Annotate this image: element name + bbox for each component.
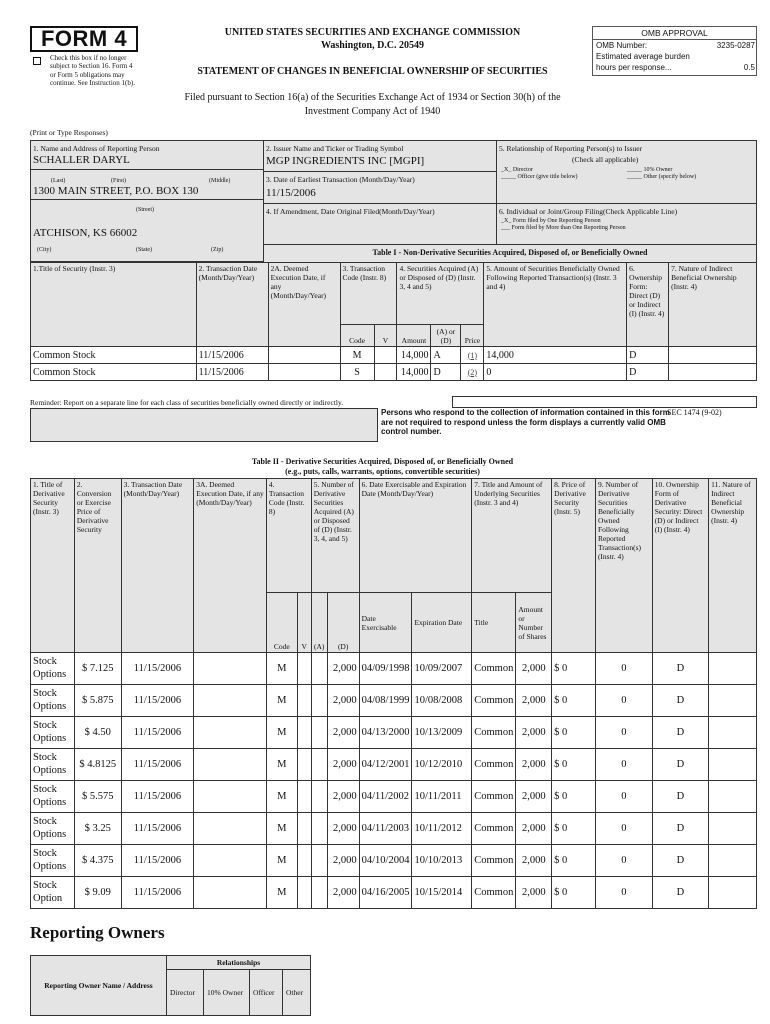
t2-expiration-date: 10/10/2013 [412, 845, 472, 877]
t2-sub-d: (D) [327, 593, 359, 653]
reporting-owners-heading: Reporting Owners [30, 923, 165, 942]
t2-underlying-title: Common [472, 749, 516, 781]
t2-header-title: 1. Title of Derivative Security (Instr. 3) [31, 479, 75, 653]
t2-disposed: 2,000 [327, 845, 359, 877]
last-label: (Last) [51, 178, 66, 184]
t2-owned-after: 0 [595, 685, 652, 717]
t1-sub-aord: (A) or (D) [431, 325, 461, 347]
t2-security-title: Stock Options [31, 749, 75, 781]
t2-derivative-price: $ 0 [552, 749, 596, 781]
t2-code: M [266, 685, 297, 717]
t2-deemed-date [194, 845, 267, 877]
middle-label: (Middle) [209, 178, 231, 184]
t2-code: M [266, 813, 297, 845]
t2-nature [709, 877, 757, 909]
t2-acquired [311, 685, 327, 717]
t2-v [297, 685, 311, 717]
t2-security-title: Stock Options [31, 813, 75, 845]
t1-amount: 14,000 [397, 364, 431, 381]
t2-date-exercisable: 04/08/1999 [359, 685, 412, 717]
section16-check-text: Check this box if no longer subject to Section 16. Form 4 or Form 5 obligations may continue. See Instruction 1(b). [50, 54, 135, 88]
rel-director: _X_ Director [501, 167, 533, 173]
t2-deemed-date [194, 813, 267, 845]
t1-sub-amount: Amount [397, 325, 431, 347]
omb-approval-box [592, 26, 757, 76]
t1-security-title: Common Stock [31, 364, 197, 381]
t2-header-date: 3. Transaction Date (Month/Day/Year) [121, 479, 194, 653]
t2-ownership-form: D [652, 749, 708, 781]
t2-date-exercisable: 04/11/2002 [359, 781, 412, 813]
omb-title: OMB APPROVAL [593, 27, 756, 40]
t2-owned-after: 0 [595, 749, 652, 781]
t2-transaction-date: 11/15/2006 [121, 685, 194, 717]
t2-header-form: 10. Ownership Form of Derivative Security: Direct (D) or Indirect (I) (Instr. 4) [652, 479, 708, 653]
t2-code: M [266, 845, 297, 877]
t2-disposed: 2,000 [327, 717, 359, 749]
table2-title-line1: Table II - Derivative Securities Acquired, Disposed of, or Beneficially Owned [251, 457, 514, 466]
t2-security-title: Stock Options [31, 845, 75, 877]
table-row [31, 781, 757, 813]
t2-transaction-date: 11/15/2006 [121, 781, 194, 813]
owners-relationships-header: Relationships [167, 956, 311, 970]
t2-nature [709, 813, 757, 845]
t1-owned: 0 [484, 364, 627, 381]
t1-header-acquired: 4. Securities Acquired (A) or Disposed of (D) (Instr. 3, 4 and 5) [397, 263, 484, 325]
street-label: (Street) [136, 207, 154, 213]
t2-nature [709, 685, 757, 717]
omb-notice: Persons who respond to the collection of information contained in this form are not required to respond unless the form displays a currently valid OMB control number. [381, 408, 670, 437]
non-derivative-table [30, 262, 757, 381]
t2-header-exercise: 6. Date Exercisable and Expiration Date (Month/Day/Year) [359, 479, 472, 593]
table1-title-box [263, 244, 757, 263]
t2-date-exercisable: 04/10/2004 [359, 845, 412, 877]
t2-owned-after: 0 [595, 717, 652, 749]
t2-v [297, 845, 311, 877]
t1-header-nature: 7. Nature of Indirect Beneficial Ownership (Instr. 4) [669, 263, 757, 347]
t2-conversion-price: $ 9.09 [74, 877, 121, 909]
t2-nature [709, 749, 757, 781]
t2-sub-exp: Expiration Date [412, 593, 472, 653]
t2-underlying-title: Common [472, 717, 516, 749]
t2-date-exercisable: 04/16/2005 [359, 877, 412, 909]
agency-location: Washington, D.C. 20549 [320, 40, 425, 51]
t2-conversion-price: $ 4.375 [74, 845, 121, 877]
t2-underlying-title: Common [472, 845, 516, 877]
t1-header-code: 3. Transaction Code (Instr. 8) [340, 263, 397, 325]
t2-disposed: 2,000 [327, 877, 359, 909]
t2-expiration-date: 10/09/2007 [412, 653, 472, 685]
t2-header-price: 2. Conversion or Exercise Price of Derivative Security [74, 479, 121, 653]
t2-deemed-date [194, 653, 267, 685]
t2-underlying-title: Common [472, 653, 516, 685]
footnote-link[interactable]: (2) [467, 367, 478, 377]
table2-title-line2: (e.g., puts, calls, warrants, options, convertible securities) [285, 466, 480, 476]
t1-deemed-date [268, 364, 340, 381]
t2-header-underlying: 7. Title and Amount of Underlying Securities (Instr. 3 and 4) [472, 479, 552, 593]
reporting-person-name: SCHALLER DARYL [33, 154, 130, 166]
name-label: 1. Name and Address of Reporting Person [33, 144, 160, 153]
omb-hours-value: 0.5 [743, 63, 755, 72]
t2-expiration-date: 10/11/2012 [412, 813, 472, 845]
t2-underlying-amount: 2,000 [516, 749, 552, 781]
t2-acquired [311, 781, 327, 813]
table2-title [150, 457, 615, 476]
t2-sub-a: (A) [311, 593, 327, 653]
owners-officer-header: Officer [250, 970, 283, 1016]
t2-v [297, 749, 311, 781]
t2-derivative-price: $ 0 [552, 717, 596, 749]
t2-transaction-date: 11/15/2006 [121, 813, 194, 845]
t2-ownership-form: D [652, 685, 708, 717]
t2-deemed-date [194, 781, 267, 813]
relationship-sub: (Check all applicable) [572, 155, 639, 164]
t2-conversion-price: $ 5.575 [74, 781, 121, 813]
t2-v [297, 653, 311, 685]
t2-transaction-date: 11/15/2006 [121, 653, 194, 685]
t1-v [374, 364, 397, 381]
relationship-label: 5. Relationship of Reporting Person(s) to Issuer [499, 144, 643, 153]
t1-aord: A [431, 347, 461, 364]
table-row [31, 347, 757, 364]
t2-v [297, 781, 311, 813]
t2-conversion-price: $ 4.50 [74, 717, 121, 749]
t1-sub-code: Code [340, 325, 374, 347]
table-row [31, 364, 757, 381]
t1-aord: D [431, 364, 461, 381]
issuer-label: 2. Issuer Name and Ticker or Trading Symbol [266, 144, 404, 153]
t2-code: M [266, 717, 297, 749]
t1-code: S [340, 364, 374, 381]
t2-derivative-price: $ 0 [552, 877, 596, 909]
t2-sub-code: Code [266, 593, 297, 653]
t2-disposed: 2,000 [327, 749, 359, 781]
t2-derivative-price: $ 0 [552, 685, 596, 717]
t2-derivative-price: $ 0 [552, 845, 596, 877]
t2-nature [709, 717, 757, 749]
t1-sub-v: V [374, 325, 397, 347]
t1-nature [669, 347, 757, 364]
t2-code: M [266, 653, 297, 685]
earliest-date-label: 3. Date of Earliest Transaction (Month/Day/Year) [266, 175, 415, 184]
t2-derivative-price: $ 0 [552, 781, 596, 813]
t1-transaction-date: 11/15/2006 [196, 347, 268, 364]
omb-number-row [596, 41, 755, 50]
amendment-box [263, 203, 497, 245]
relationship-box [496, 140, 757, 204]
t1-sub-price: Price [461, 325, 484, 347]
issuer-box [263, 140, 497, 172]
t2-security-title: Stock Options [31, 653, 75, 685]
t2-deemed-date [194, 717, 267, 749]
print-type-note: (Print or Type Responses) [30, 128, 108, 137]
t2-date-exercisable: 04/11/2003 [359, 813, 412, 845]
t1-nature [669, 364, 757, 381]
table-row [31, 749, 757, 781]
t2-conversion-price: $ 5.875 [74, 685, 121, 717]
t1-owned: 14,000 [484, 347, 627, 364]
table-row [31, 813, 757, 845]
t2-acquired [311, 813, 327, 845]
t2-ownership-form: D [652, 813, 708, 845]
state-label: (State) [136, 247, 152, 253]
t2-expiration-date: 10/15/2014 [412, 877, 472, 909]
t2-underlying-amount: 2,000 [516, 685, 552, 717]
t2-transaction-date: 11/15/2006 [121, 749, 194, 781]
omb-hours-row [596, 63, 755, 72]
t2-disposed: 2,000 [327, 685, 359, 717]
filing-label: 6. Individual or Joint/Group Filing(Check Applicable Line) [499, 207, 678, 216]
table-row [31, 653, 757, 685]
city-label: (City) [37, 247, 52, 253]
t2-transaction-date: 11/15/2006 [121, 877, 194, 909]
rel-ten-pct-owner: _____ 10% Owner [627, 167, 673, 173]
t2-underlying-amount: 2,000 [516, 813, 552, 845]
table-row [31, 685, 757, 717]
t2-v [297, 717, 311, 749]
reminder-shaded-box [30, 408, 378, 442]
footnote-link[interactable]: (1) [467, 350, 478, 360]
t2-sub-date-ex: Date Exercisable [359, 593, 412, 653]
section16-checkbox[interactable] [33, 57, 41, 65]
t2-conversion-price: $ 7.125 [74, 653, 121, 685]
owners-other-header: Other [283, 970, 311, 1016]
t2-owned-after: 0 [595, 845, 652, 877]
derivative-table [30, 478, 757, 909]
filed-line-1: Filed pursuant to Section 16(a) of the Securities Exchange Act of 1934 or Section 30(h) of the [184, 92, 561, 103]
t1-header-date: 2. Transaction Date (Month/Day/Year) [196, 263, 268, 347]
filed-line-2: Investment Company Act of 1940 [304, 105, 441, 117]
t2-derivative-price: $ 0 [552, 813, 596, 845]
t2-ownership-form: D [652, 877, 708, 909]
t2-v [297, 877, 311, 909]
t2-underlying-title: Common [472, 781, 516, 813]
t2-nature [709, 845, 757, 877]
t1-header-owned: 5. Amount of Securities Beneficially Owned Following Reported Transaction(s) (Instr. 3 and 4) [484, 263, 627, 347]
t2-disposed: 2,000 [327, 781, 359, 813]
t1-code: M [340, 347, 374, 364]
t2-transaction-date: 11/15/2006 [121, 845, 194, 877]
rel-officer: _____ Officer (give title below) [501, 174, 578, 180]
table-row [31, 717, 757, 749]
reporting-person-box [30, 140, 264, 262]
owners-10pct-header: 10% Owner [204, 970, 250, 1016]
agency-name: UNITED STATES SECURITIES AND EXCHANGE COMMISSION [224, 27, 521, 38]
t2-acquired [311, 749, 327, 781]
earliest-date-value: 11/15/2006 [266, 187, 316, 199]
t1-amount: 14,000 [397, 347, 431, 364]
reminder-input-box [452, 396, 757, 408]
t2-owned-after: 0 [595, 653, 652, 685]
t2-code: M [266, 877, 297, 909]
t2-underlying-amount: 2,000 [516, 845, 552, 877]
t2-acquired [311, 877, 327, 909]
t2-security-title: Stock Options [31, 781, 75, 813]
t2-security-title: Stock Options [31, 685, 75, 717]
t2-sub-title: Title [472, 593, 516, 653]
t2-conversion-price: $ 4.8125 [74, 749, 121, 781]
t2-security-title: Stock Options [31, 717, 75, 749]
t2-deemed-date [194, 749, 267, 781]
t2-expiration-date: 10/11/2011 [412, 781, 472, 813]
t1-transaction-date: 11/15/2006 [196, 364, 268, 381]
t2-nature [709, 781, 757, 813]
filing-type-box [496, 203, 757, 245]
t1-header-title: 1.Title of Security (Instr. 3) [31, 263, 197, 347]
t2-header-nature: 11. Nature of Indirect Beneficial Ownership (Instr. 4) [709, 479, 757, 653]
t1-header-form: 6. Ownership Form: Direct (D) or Indirect (I) (Instr. 4) [627, 263, 669, 347]
t2-underlying-title: Common [472, 813, 516, 845]
table-row [31, 845, 757, 877]
amendment-label: 4. If Amendment, Date Original Filed(Month/Day/Year) [266, 207, 435, 216]
filing-more: ___ Form filed by More than One Reporting Person [501, 225, 626, 231]
t2-code: M [266, 781, 297, 813]
t2-sub-amount: Amount or Number of Shares [516, 593, 552, 653]
omb-number-value: 3235-0287 [716, 41, 755, 50]
t2-underlying-amount: 2,000 [516, 653, 552, 685]
t2-owned-after: 0 [595, 781, 652, 813]
t2-date-exercisable: 04/12/2001 [359, 749, 412, 781]
t2-date-exercisable: 04/09/1998 [359, 653, 412, 685]
t1-v [374, 347, 397, 364]
omb-hours-label: hours per response... [596, 63, 672, 72]
form-label: FORM 4 [30, 26, 138, 52]
t2-date-exercisable: 04/13/2000 [359, 717, 412, 749]
t2-security-title: Stock Option [31, 877, 75, 909]
t2-acquired [311, 845, 327, 877]
t2-sub-v: V [297, 593, 311, 653]
omb-burden-row [596, 52, 755, 61]
zip-label: (Zip) [211, 247, 224, 253]
t2-header-deemed: 3A. Deemed Execution Date, if any (Month/Day/Year) [194, 479, 267, 653]
t2-derivative-price: $ 0 [552, 653, 596, 685]
t1-ownership-form: D [627, 347, 669, 364]
t2-disposed: 2,000 [327, 653, 359, 685]
t2-owned-after: 0 [595, 813, 652, 845]
omb-number-label: OMB Number: [596, 41, 648, 50]
earliest-date-box [263, 171, 497, 204]
t2-expiration-date: 10/12/2010 [412, 749, 472, 781]
sec-form-code: SEC 1474 (9-02) [667, 408, 722, 417]
t2-code: M [266, 749, 297, 781]
t2-acquired [311, 653, 327, 685]
t2-underlying-title: Common [472, 685, 516, 717]
issuer-name: MGP INGREDIENTS INC [MGPI] [266, 155, 425, 167]
t2-header-owned: 9. Number of Derivative Securities Beneficially Owned Following Reported Transaction(s) (Instr. 4) [595, 479, 652, 653]
t2-underlying-amount: 2,000 [516, 877, 552, 909]
t2-underlying-title: Common [472, 877, 516, 909]
t2-expiration-date: 10/13/2009 [412, 717, 472, 749]
reporting-city: ATCHISON, KS 66002 [33, 227, 138, 239]
t1-deemed-date [268, 347, 340, 364]
reminder-text: Reminder: Report on a separate line for each class of securities beneficially owned directly or indirectly. [30, 398, 344, 407]
t1-header-deemed: 2A. Deemed Execution Date, if any (Month/Day/Year) [268, 263, 340, 347]
first-label: (First) [111, 178, 126, 184]
t2-deemed-date [194, 685, 267, 717]
statement-title: STATEMENT OF CHANGES IN BENEFICIAL OWNERSHIP OF SECURITIES [197, 66, 548, 77]
t1-security-title: Common Stock [31, 347, 197, 364]
table-row [31, 877, 757, 909]
owners-director-header: Director [167, 970, 204, 1016]
table1-title: Table I - Non-Derivative Securities Acquired, Disposed of, or Beneficially Owned [372, 248, 648, 257]
t2-conversion-price: $ 3.25 [74, 813, 121, 845]
agency-header [150, 26, 595, 52]
t2-ownership-form: D [652, 781, 708, 813]
t1-ownership-form: D [627, 364, 669, 381]
owners-name-header: Reporting Owner Name / Address [31, 956, 167, 1016]
t2-header-deriv-price: 8. Price of Derivative Security (Instr. 5) [552, 479, 596, 653]
t2-underlying-amount: 2,000 [516, 781, 552, 813]
t2-ownership-form: D [652, 717, 708, 749]
reporting-street: 1300 MAIN STREET, P.O. BOX 130 [33, 185, 199, 197]
rel-other: _____ Other (specify below) [627, 174, 697, 180]
t2-header-code: 4. Transaction Code (Instr. 8) [266, 479, 311, 593]
t2-ownership-form: D [652, 845, 708, 877]
t2-underlying-amount: 2,000 [516, 717, 552, 749]
t2-acquired [311, 717, 327, 749]
filed-pursuant-text [140, 91, 605, 118]
t2-expiration-date: 10/08/2008 [412, 685, 472, 717]
filing-one: _X_ Form filed by One Reporting Person [501, 218, 601, 224]
t2-owned-after: 0 [595, 877, 652, 909]
t2-nature [709, 653, 757, 685]
t2-deemed-date [194, 877, 267, 909]
t2-ownership-form: D [652, 653, 708, 685]
t2-header-number: 5. Number of Derivative Securities Acquired (A) or Disposed of (D) (Instr. 3, 4, and 5) [311, 479, 359, 593]
omb-burden-label: Estimated average burden [596, 52, 690, 61]
t2-transaction-date: 11/15/2006 [121, 717, 194, 749]
t2-v [297, 813, 311, 845]
reporting-owners-table [30, 955, 311, 1016]
t2-disposed: 2,000 [327, 813, 359, 845]
